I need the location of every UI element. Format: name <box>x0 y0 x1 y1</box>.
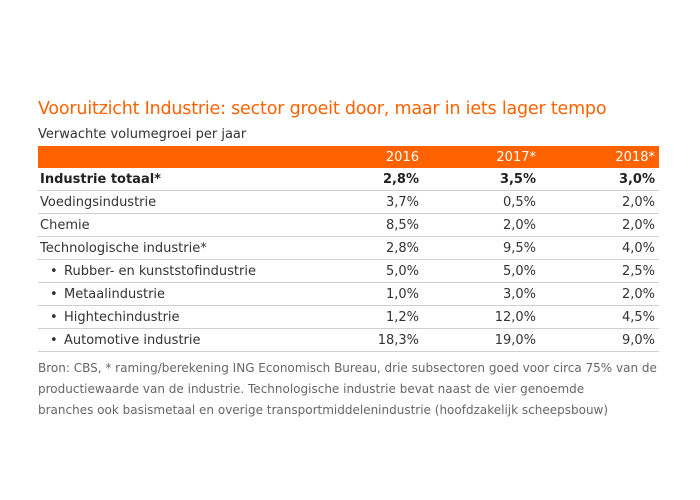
value-cell: 3,7% <box>308 191 423 214</box>
table-row <box>38 214 659 237</box>
value-cell: 9,0% <box>540 329 659 352</box>
value-cell: 2,5% <box>540 260 659 283</box>
row-label-text: Rubber- en kunststofindustrie <box>64 263 256 279</box>
row-label-text: Hightechindustrie <box>64 309 180 325</box>
bullet-icon: • <box>50 263 58 279</box>
figure-title: Vooruitzicht Industrie: sector groeit door, maar in iets lager tempo <box>38 99 607 119</box>
row-label <box>38 191 308 214</box>
table-row <box>38 260 659 283</box>
row-label-text: Voedingsindustrie <box>40 194 157 210</box>
value-cell: 3,5% <box>423 168 540 191</box>
value-cell: 5,0% <box>423 260 540 283</box>
table-body <box>38 168 659 352</box>
bullet-icon: • <box>50 286 58 302</box>
table-header-row <box>38 146 659 168</box>
value-cell: 3,0% <box>423 283 540 306</box>
row-label <box>38 306 308 329</box>
header-cell-2017: 2017* <box>423 146 540 168</box>
value-cell: 4,0% <box>540 237 659 260</box>
value-cell: 19,0% <box>423 329 540 352</box>
header-cell-2016: 2016 <box>308 146 423 168</box>
table-row <box>38 237 659 260</box>
table-row <box>38 191 659 214</box>
table-row <box>38 283 659 306</box>
value-cell: 2,0% <box>540 191 659 214</box>
value-cell: 2,0% <box>423 214 540 237</box>
value-cell: 18,3% <box>308 329 423 352</box>
row-label-text: Metaalindustrie <box>64 286 166 302</box>
value-cell: 12,0% <box>423 306 540 329</box>
value-cell: 0,5% <box>423 191 540 214</box>
value-cell: 1,0% <box>308 283 423 306</box>
value-cell: 2,0% <box>540 283 659 306</box>
table-row <box>38 168 659 191</box>
row-label <box>38 329 308 352</box>
row-label <box>38 260 308 283</box>
row-label <box>38 283 308 306</box>
table-row <box>38 329 659 352</box>
row-label <box>38 214 308 237</box>
row-label-text: Technologische industrie* <box>40 240 207 256</box>
table-figure <box>38 98 659 421</box>
value-cell: 8,5% <box>308 214 423 237</box>
value-cell: 4,5% <box>540 306 659 329</box>
row-label-text: Industrie totaal* <box>40 171 161 187</box>
row-label <box>38 168 308 191</box>
header-cell <box>38 146 308 168</box>
row-label <box>38 237 308 260</box>
value-cell: 2,8% <box>308 168 423 191</box>
bullet-icon: • <box>50 332 58 348</box>
value-cell: 9,5% <box>423 237 540 260</box>
source-line: Bron: CBS, * raming/berekening ING Economisch Bureau, drie subsectoren goed voor circa 75% van de <box>38 361 657 375</box>
value-cell: 5,0% <box>308 260 423 283</box>
value-cell: 1,2% <box>308 306 423 329</box>
value-cell: 3,0% <box>540 168 659 191</box>
value-cell: 2,8% <box>308 237 423 260</box>
source-note <box>38 358 659 421</box>
bullet-icon: • <box>50 309 58 325</box>
figure-subtitle: Verwachte volumegroei per jaar <box>38 127 247 142</box>
row-label-text: Automotive industrie <box>64 332 201 348</box>
source-line: productiewaarde van de industrie. Technologische industrie bevat naast de vier genoemde <box>38 382 585 396</box>
header-cell-2018: 2018* <box>540 146 659 168</box>
source-line: branches ook basismetaal en overige transportmiddelenindustrie (hoofdzakelijk scheepsbouw) <box>38 403 609 417</box>
table-row <box>38 306 659 329</box>
growth-table <box>38 146 659 352</box>
value-cell: 2,0% <box>540 214 659 237</box>
row-label-text: Chemie <box>40 217 90 233</box>
